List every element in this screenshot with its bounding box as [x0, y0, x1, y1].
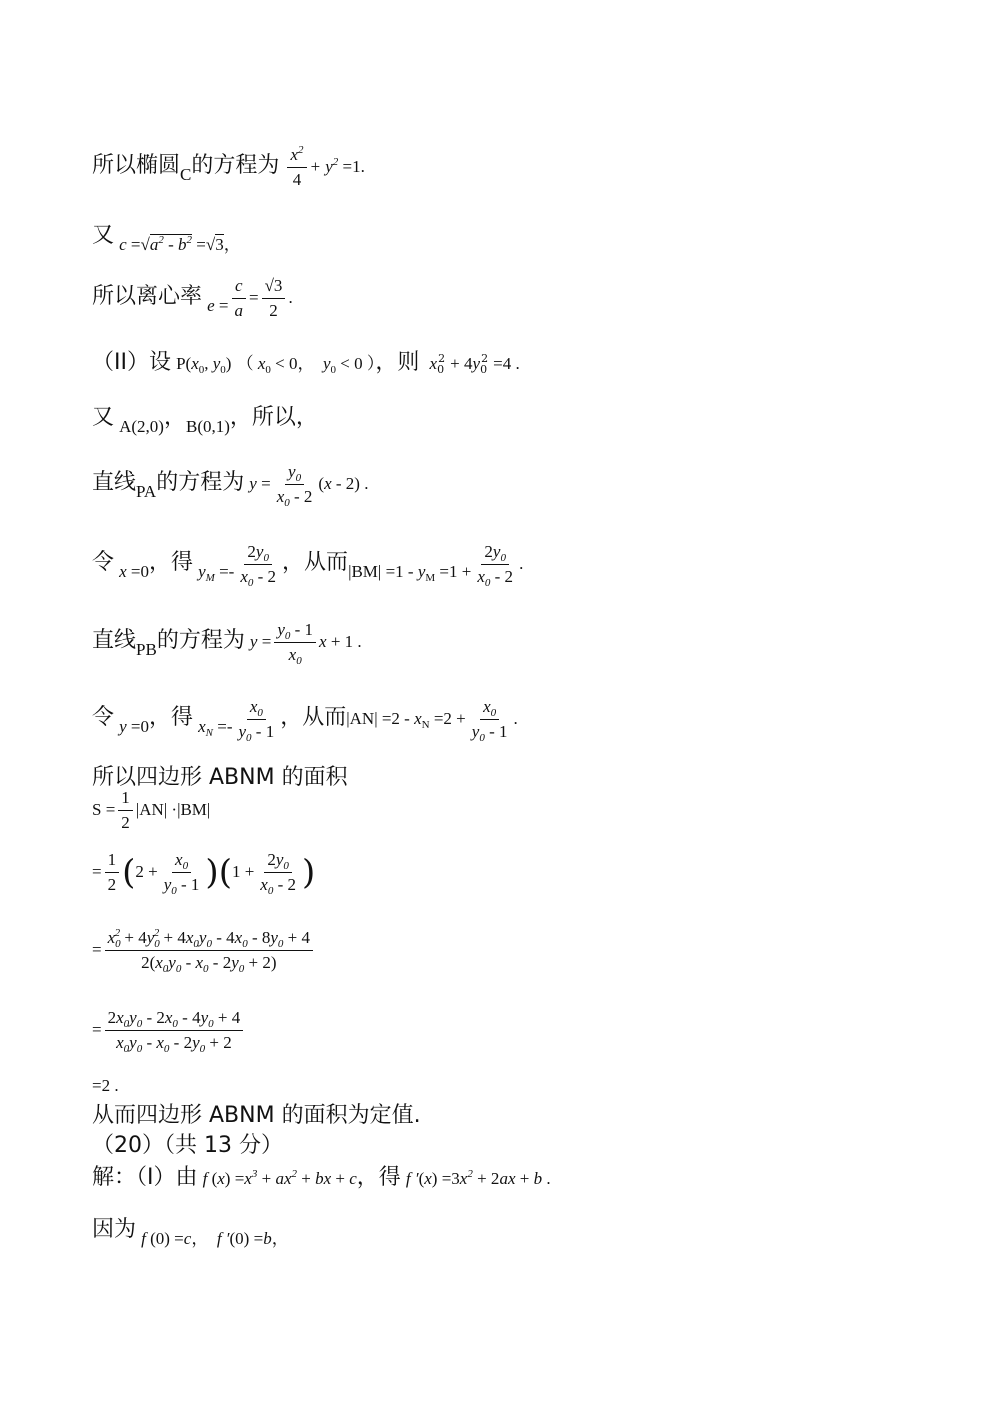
area-result: =2 .	[92, 1076, 119, 1095]
problem-20-heading: （20）（共 13 分）	[92, 1133, 283, 1158]
text: ，得	[149, 705, 194, 730]
text: （II）设	[92, 350, 171, 375]
text: ，从而	[282, 550, 349, 575]
conclusion: 从而四边形 ABNM 的面积为定值.	[92, 1103, 421, 1128]
text: 所以椭圆	[92, 153, 181, 178]
text: ，所以，	[229, 405, 318, 430]
an-line: 令 y =0，得 $x_N$ =- $\frac{x_0}{y_0 - 1}$ ，从而$|AN| =2 - x_N =2$ + $\frac{x_0}{y_0 - 1}$ .	[92, 697, 518, 744]
text: ，则	[375, 350, 420, 375]
text: 直线	[92, 628, 137, 653]
area-step3: = $\frac{2x_0y_0 - 2x_0 - 4y_0 + 4}{x_0y_0 - x_0 - 2y_0 + 2}$	[92, 1008, 246, 1053]
text: 又	[92, 223, 115, 248]
area-s: S = $\frac{1}{2}$ |AN| ·|BM|	[92, 788, 211, 832]
text: 解：（I）由	[92, 1165, 198, 1190]
bm-line: 令 x =0，得 $y_M$ =- $\frac{2y_0}{x_0 - 2}$ ，从而$|BM| =1 - y_M =1$ + $\frac{2y_0}{x_0 - 2}$ .	[92, 542, 524, 589]
label-pa: PA	[136, 482, 157, 501]
text: 所以离心率	[92, 284, 203, 309]
text: 又	[92, 405, 115, 430]
text: 直线	[92, 470, 137, 495]
text: 令	[92, 550, 115, 575]
text: 的方程为	[191, 153, 280, 178]
text: 的方程为	[156, 470, 245, 495]
text: 因为	[92, 1217, 137, 1242]
area-step1: = $\frac{1}{2}$ (2 + $\frac{x_0}{y_0 - 1}$ )(1 + $\frac{2y_0}{x_0 - 2}$ )	[92, 850, 316, 897]
text: 所以四边形 ABNM 的面积	[92, 765, 348, 790]
fraction: $\frac{c}{a}$	[232, 276, 247, 321]
text: ，得	[149, 550, 194, 575]
because-line: 因为 f (0) =c， f ′(0) =b，	[92, 1217, 289, 1248]
points-line: 又 A(2,0)，B(0,1)，所以，	[92, 405, 318, 436]
line-pa: 直线PA的方程为 y = $\frac{y_0}{x_0 - 2}$ (x - 2) .	[92, 462, 369, 509]
ellipse-equation-line: 所以椭圆C的方程为 $\frac{x^2}{4}$ + $y^2 =1$.	[92, 144, 365, 189]
text: 的方程为	[156, 628, 245, 653]
fraction: $\frac{x^2}{4}$	[287, 145, 306, 190]
fraction: $\frac{√3}{2}$	[262, 276, 286, 321]
area-step2: = $\frac{x_0^2 + 4y_0^2 + 4x_0y_0 - 4x_0 - 8y_0 + 4}{2(x_0y_0 - x_0 - 2y_0 + 2)}$	[92, 928, 316, 973]
fraction: $\frac{y_0}{x_0 - 2}$	[276, 462, 313, 509]
text: ，从而	[280, 705, 347, 730]
part2-line: （II）设 $P(x_0$, $y_0$) （ $x_0 < 0$， $y_0 < 0$ ），则 $x_0^2 + 4y_0^2 =4$ .	[92, 350, 520, 376]
label-c: C	[180, 165, 192, 184]
area-heading	[92, 760, 348, 791]
c-value-line: 又 $c =√a^2 - b^2 =√3$，	[92, 223, 241, 254]
solution-line: 解：（I）由 f $(x) =x^3 + ax^2$ + bx + c，得 f $'(x) =3x^2 + 2ax + b$ .	[92, 1165, 551, 1190]
line-pb: 直线PB的方程为 y = $\frac{y_0 - 1}{x_0}$ x + 1 .	[92, 620, 362, 667]
text: ，得	[356, 1165, 401, 1190]
label-pb: PB	[136, 640, 157, 659]
eccentricity-line: 所以离心率 e = $\frac{c}{a}$ = $\frac{√3}{2}$ .	[92, 276, 293, 320]
text: 令	[92, 705, 115, 730]
